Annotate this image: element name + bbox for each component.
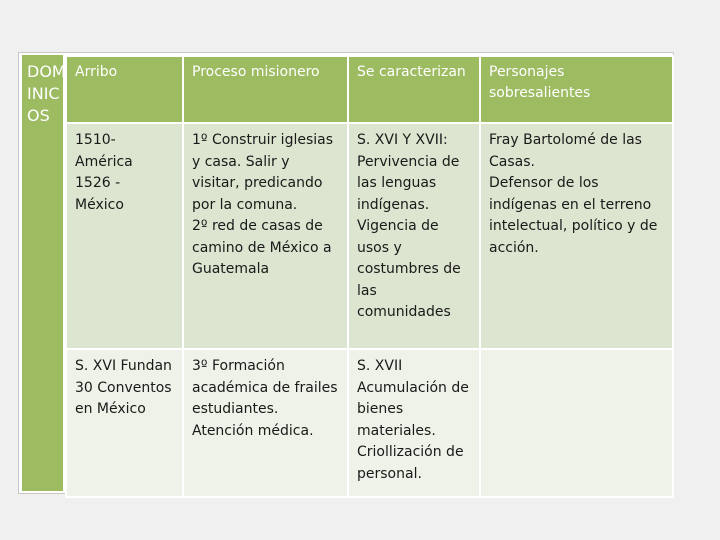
header-personajes: Personajes sobresalientes [480,56,673,123]
cell-proceso: 1º Construir iglesias y casa. Salir y visitar, predicando por la comuna. 2º red de casas de camino de México a Guatemala [183,123,348,349]
missions-table [65,55,674,498]
cell-personajes: Fray Bartolomé de las Casas. Defensor de los indígenas en el terreno intelectual, político y de acción. [480,123,673,349]
header-proceso-misionero: Proceso misionero [183,56,348,123]
header-arribo: Arribo [66,56,183,123]
cell-arribo: S. XVI Fundan 30 Conventos en México [66,349,183,497]
table-header-row [66,56,673,123]
side-label: DOMINICOS [27,62,66,125]
side-label-bar [22,55,64,491]
header-se-caracterizan: Se caracterizan [348,56,480,123]
cell-personajes [480,349,673,497]
cell-caracterizan: S. XVII Acumulación de bienes materiales. Criollización de personal. [348,349,480,497]
table-row [66,123,673,349]
table-row [66,349,673,497]
cell-caracterizan: S. XVI Y XVII: Pervivencia de las lenguas indígenas. Vigencia de usos y costumbres de las comunidades [348,123,480,349]
cell-proceso: 3º Formación académica de frailes estudiantes. Atención médica. [183,349,348,497]
cell-arribo: 1510- América 1526 - México [66,123,183,349]
